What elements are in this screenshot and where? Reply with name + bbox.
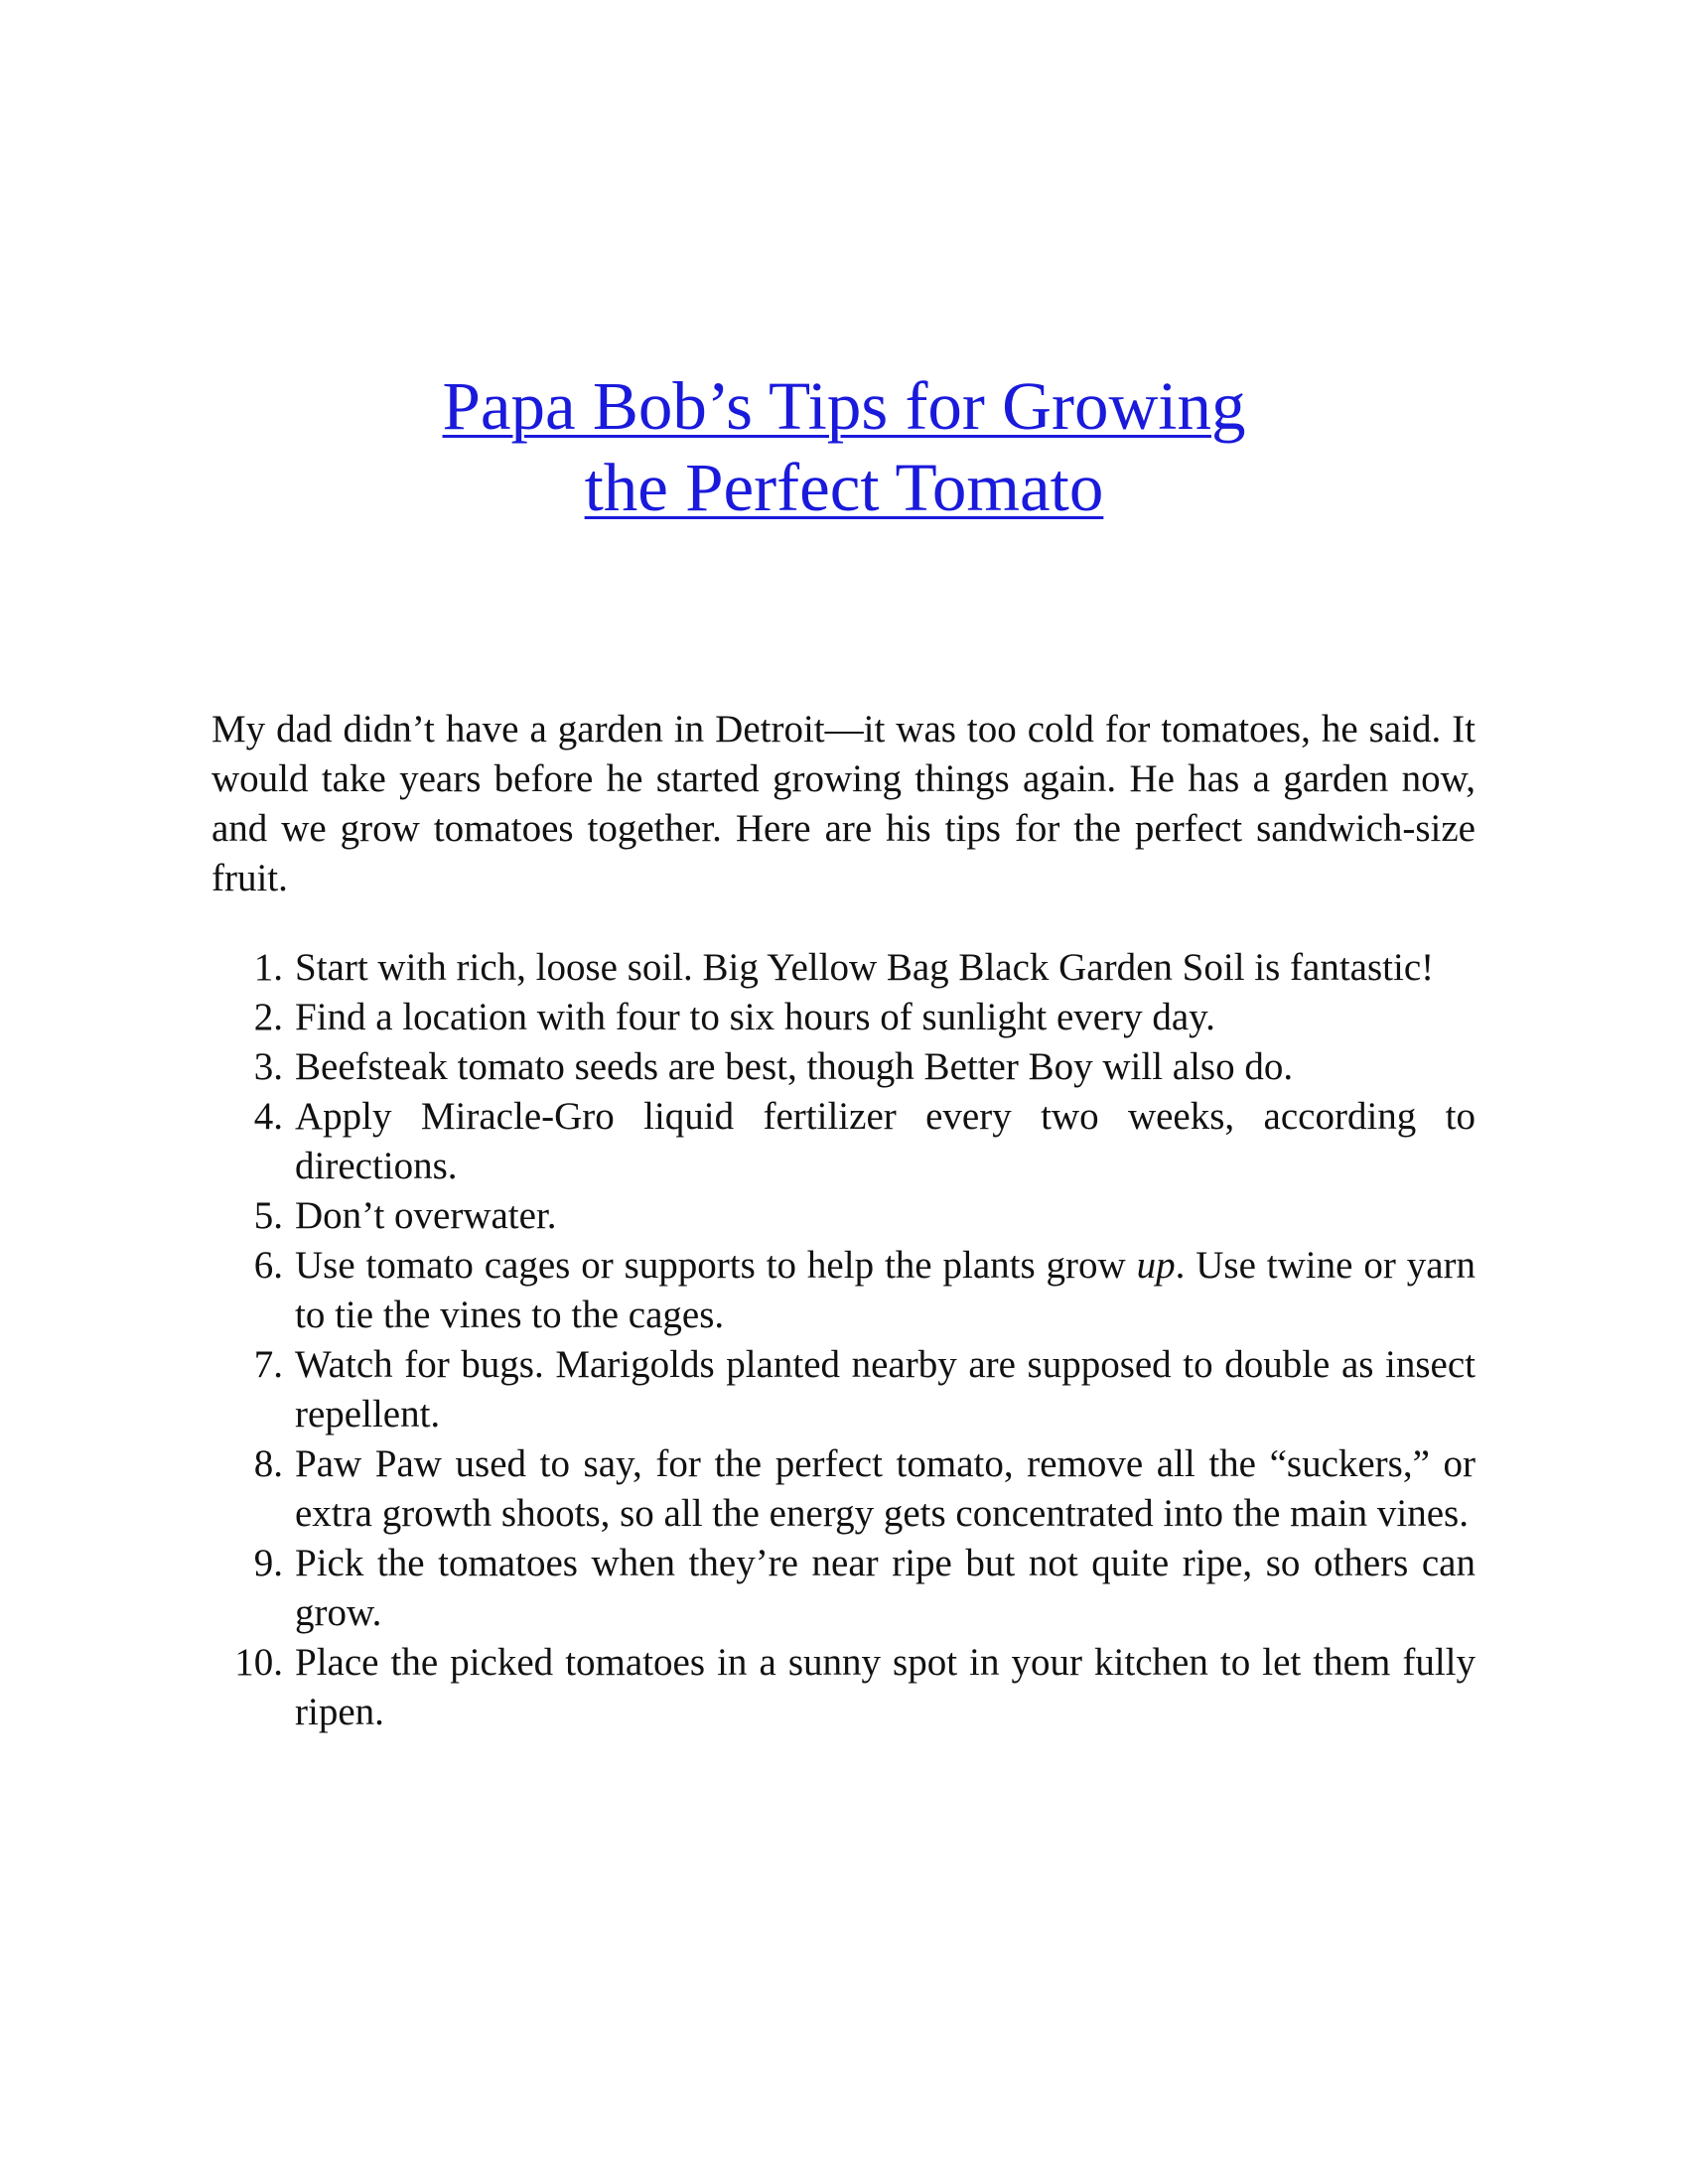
title-line-2: the Perfect Tomato <box>584 450 1104 525</box>
list-item-number: 7. <box>253 1343 283 1386</box>
list-item-text: Pick the tomatoes when they’re near ripe but not quite ripe, so others can grow. <box>295 1542 1476 1634</box>
title-line-1: Papa Bob’s Tips for Growing <box>442 368 1246 444</box>
intro-paragraph: My dad didn’t have a garden in Detroit—it was too cold for tomatoes, he said. It would take years before he started growing things again. He has a garden now, and we grow tomatoes together. Here are his tips for the perfect sandwich-size fruit. <box>211 708 1476 899</box>
list-item-number: 9. <box>253 1542 283 1584</box>
list-item <box>211 1241 1476 1340</box>
list-item-number: 2. <box>253 996 283 1038</box>
list-item-text: Place the picked tomatoes in a sunny spot in your kitchen to let them fully ripen. <box>295 1641 1476 1733</box>
list-item <box>211 1638 1476 1737</box>
list-item <box>211 943 1476 993</box>
list-item <box>211 993 1476 1042</box>
list-item-number: 8. <box>253 1442 283 1485</box>
list-item <box>211 1439 1476 1539</box>
list-item-text-part: Use tomato cages or supports to help the plants grow <box>295 1244 1137 1287</box>
list-item-number: 10. <box>234 1641 283 1684</box>
list-item-text: Apply Miracle-Gro liquid fertilizer every two weeks, according to directions. <box>295 1095 1476 1187</box>
emphasis-up: up <box>1136 1244 1176 1287</box>
list-item-text: Watch for bugs. Marigolds planted nearby are supposed to double as insect repellent. <box>295 1343 1476 1435</box>
list-item-text <box>295 1244 1476 1336</box>
list-item <box>211 1092 1476 1191</box>
list-item-text: Paw Paw used to say, for the perfect tomato, remove all the “suckers,” or extra growth shoots, so all the energy gets concentrated into the main vines. <box>295 1442 1476 1535</box>
list-item-text: Start with rich, loose soil. Big Yellow Bag Black Garden Soil is fantastic! <box>295 946 1435 989</box>
list-item <box>211 1042 1476 1092</box>
list-item <box>211 1539 1476 1638</box>
list-item-number: 1. <box>253 946 283 989</box>
list-item-text: Find a location with four to six hours of sunlight every day. <box>295 996 1215 1038</box>
list-item <box>211 1191 1476 1241</box>
list-item <box>211 1340 1476 1439</box>
tips-list <box>211 943 1476 1737</box>
list-item-number: 3. <box>253 1045 283 1088</box>
list-item-text: Beefsteak tomato seeds are best, though Better Boy will also do. <box>295 1045 1294 1088</box>
list-item-number: 5. <box>253 1194 283 1237</box>
title-link[interactable] <box>199 365 1489 528</box>
list-item-number: 4. <box>253 1095 283 1138</box>
document-title <box>199 365 1489 528</box>
list-item-text: Don’t overwater. <box>295 1194 557 1237</box>
list-item-text-part: . Use twine or yarn to tie the vines to the cages. <box>295 1244 1476 1336</box>
list-item-number: 6. <box>253 1244 283 1287</box>
